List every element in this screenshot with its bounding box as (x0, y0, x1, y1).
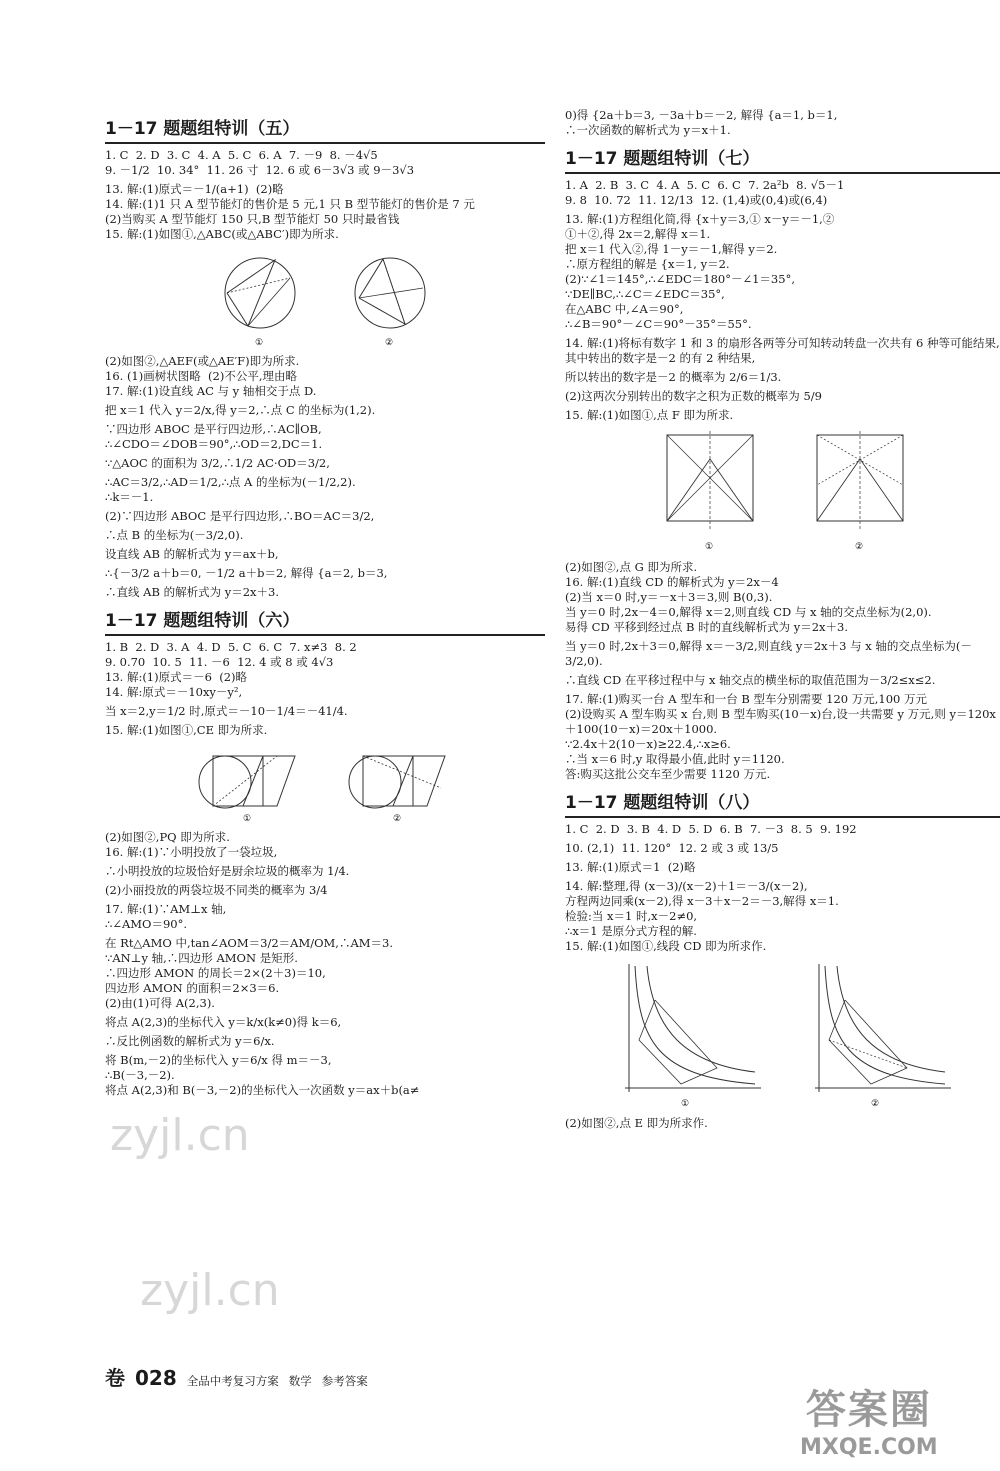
figure-label: ① (255, 338, 264, 348)
right-continuation (565, 108, 1000, 138)
figure-label: ② (871, 1099, 880, 1109)
answer-line: 当 x＝2,y＝1/2 时,原式＝－10－1/4＝－41/4. (105, 704, 348, 718)
footer-prefix: 卷 (105, 1366, 125, 1390)
answer-line: 答:购买这批公交车至少需要 1120 万元. (565, 767, 771, 781)
grid-figure-1 (655, 429, 765, 554)
answer-line: ∴当 x＝6 时,y 取得最小值,此时 y＝1120. (565, 752, 785, 766)
book-title: 全品中考复习方案 (186, 1374, 279, 1388)
answer-line: ∴{－3/2 a＋b＝0, －1/2 a＋b＝2, 解得 {a＝2, b＝3, (105, 566, 388, 580)
answer-line: (2)设购买 A 型车购买 x 台,则 B 型车购买(10－x)台,设一共需要 y 万元,则 y＝120x＋100(10－x)＝20x＋1000. (565, 707, 996, 736)
answer-line: ∴x＝1 是原分式方程的解. (565, 924, 697, 938)
answer-line: ∴点 B 的坐标为(－3/2,0). (105, 528, 244, 542)
answer-line: ∴AC＝3/2,∴AD＝1/2,∴点 A 的坐标为(－1/2,2). (105, 475, 356, 489)
hyperbola-figure-1 (615, 960, 765, 1110)
section-title-6: 1－17 题题组特训（六） (105, 602, 545, 636)
answer-line: ∴B(－3,－2). (105, 1068, 175, 1082)
answer-line: 在 Rt△AMO 中,tan∠AOM＝3/2＝AM/OM,∴AM＝3. (105, 936, 393, 950)
circle-figure-1 (215, 248, 305, 348)
section-title-5: 1－17 题题组特训（五） (105, 110, 545, 144)
answer-line: 将点 A(2,3)的坐标代入 y＝k/x(k≠0)得 k＝6, (105, 1015, 342, 1029)
answer-line: 0)得 {2a＋b＝3, －3a＋b＝－2, 解得 {a＝1, b＝1, (565, 108, 838, 122)
answer-line: 1. C 2. D 3. B 4. D 5. D 6. B 7. －3 8. 5 9. 192 (565, 822, 857, 836)
watermark: zyjl.cn (140, 1265, 280, 1316)
page-footer (105, 1362, 545, 1391)
answer-line: 13. 解:(1)原式＝－6 (2)略 (105, 670, 248, 684)
answer-line: 把 x＝1 代入 y＝2/x,得 y＝2,∴点 C 的坐标为(1,2). (105, 403, 376, 417)
site-logo (800, 1378, 938, 1460)
answer-line: (2)小丽投放的两袋垃圾不同类的概率为 3/4 (105, 883, 328, 897)
answer-label: 参考答案 (321, 1374, 368, 1388)
subject-label: 数学 (288, 1374, 312, 1388)
answer-line: 四边形 AMON 的面积＝2×3＝6. (105, 981, 280, 995)
answer-line: 15. 解:(1)如图①,△ABC(或△ABC′)即为所求. (105, 227, 339, 241)
section-title-8: 1－17 题题组特训（八） (565, 784, 1000, 818)
answer-line: (2)∵∠1＝145°,∴∠EDC＝180°－∠1＝35°, (565, 272, 795, 286)
answer-line: 17. 解:(1)设直线 AC 与 y 轴相交于点 D. (105, 384, 317, 398)
figure-label: ② (855, 542, 864, 552)
figure-label: ② (385, 338, 394, 348)
answer-line: (2)如图②,PQ 即为所求. (105, 830, 230, 844)
figure-squares (565, 429, 1000, 554)
answer-line: 易得 CD 平移到经过点 B 时的直线解析式为 y＝2x＋3. (565, 620, 849, 634)
answer-line: 当 y＝0 时,2x－4＝0,解得 x＝2,则直线 CD 与 x 轴的交点坐标为(2,0). (565, 605, 932, 619)
answer-line: (2)∵四边形 ABOC 是平行四边形,∴BO＝AC＝3/2, (105, 509, 375, 523)
logo-url: MXQE.COM (800, 1435, 938, 1460)
answer-line: 1. A 2. B 3. C 4. A 5. C 6. C 7. 2a²b 8. √5－1 (565, 178, 845, 192)
answer-line: ∴直线 CD 在平移过程中与 x 轴交点的横坐标的取值范围为－3/2≤x≤2. (565, 673, 936, 687)
section-title-7: 1－17 题题组特训（七） (565, 140, 1000, 174)
answer-line: (2)当 x＝0 时,y＝－x＋3＝3,则 B(0,3). (565, 590, 773, 604)
answer-line: 16. (1)画树状图略 (2)不公平,理由略 (105, 369, 297, 383)
answer-line: (2)如图②,点 G 即为所求. (565, 560, 698, 574)
answer-line: 方程两边同乘(x－2),得 x－3＋x－2＝－3,解得 x＝1. (565, 894, 839, 908)
watermark: zyjl.cn (110, 1110, 250, 1161)
grid-figure-2 (805, 429, 915, 554)
hyperbola-figure-2 (805, 960, 955, 1110)
answer-line: 在△ABC 中,∠A＝90°, (565, 302, 684, 316)
figure-label: ① (681, 1099, 690, 1109)
answer-line: ∴∠B＝90°－∠C＝90°－35°＝55°. (565, 317, 752, 331)
answer-line: 9. 0.70 10. 5 11. －6 12. 4 或 8 或 4√3 (105, 655, 334, 669)
answer-line: (2)这两次分别转出的数字之积为正数的概率为 5/9 (565, 389, 822, 403)
right-column (565, 138, 1000, 1131)
answer-line: 14. 解:(1)将标有数字 1 和 3 的扇形各两等分可知转动转盘一次共有 6 种等可能结果,其中转出的数字是－2 的有 2 种结果, (565, 336, 1000, 365)
answer-line: 当 y＝0 时,2x＋3＝0,解得 x＝－3/2,则直线 y＝2x＋3 与 x 轴的交点坐标为(－3/2,0). (565, 639, 972, 668)
answer-line: 9. －1/2 10. 34° 11. 26 寸 12. 6 或 6－3√3 或 9－3√3 (105, 163, 415, 177)
square-figure-2 (345, 744, 455, 824)
answer-line: 15. 解:(1)如图①,点 F 即为所求. (565, 408, 734, 422)
answer-line: ∵DE∥BC,∴∠C＝∠EDC＝35°, (565, 287, 725, 301)
answer-line: ∵四边形 ABOC 是平行四边形,∴AC∥OB, (105, 422, 322, 436)
answer-line: 1. C 2. D 3. C 4. A 5. C 6. A 7. －9 8. －4√5 (105, 148, 378, 162)
page-number: 028 (135, 1366, 177, 1390)
logo-text: 答案圈 (805, 1387, 932, 1433)
answer-line: ∴原方程组的解是 {x＝1, y＝2. (565, 257, 730, 271)
answer-line: 13. 解:(1)原式＝1 (2)略 (565, 860, 696, 874)
figure-square-circle (105, 744, 545, 824)
answer-line: 所以转出的数字是－2 的概率为 2/6＝1/3. (565, 370, 782, 384)
answer-line: 把 x＝1 代入②,得 1－y＝－1,解得 y＝2. (565, 242, 778, 256)
answer-line: 15. 解:(1)如图①,线段 CD 即为所求作. (565, 939, 767, 953)
answer-line: 将点 A(2,3)和 B(－3,－2)的坐标代入一次函数 y＝ax＋b(a≠ (105, 1083, 420, 1097)
answer-line: 14. 解:(1)1 只 A 型节能灯的售价是 5 元,1 只 B 型节能灯的售价是 7 元 (105, 197, 475, 211)
answer-line: (2)如图②,△AEF(或△AE′F)即为所求. (105, 354, 300, 368)
figure-label: ① (243, 814, 252, 824)
answer-line: ∵△AOC 的面积为 3/2,∴1/2 AC·OD＝3/2, (105, 456, 330, 470)
answer-line: ∴小明投放的垃圾恰好是厨余垃圾的概率为 1/4. (105, 864, 350, 878)
answer-line: (2)当购买 A 型节能灯 150 只,B 型节能灯 50 只时最省钱 (105, 212, 400, 226)
answer-line: ∴直线 AB 的解析式为 y＝2x＋3. (105, 585, 279, 599)
answer-line: 10. (2,1) 11. 120° 12. 2 或 3 或 13/5 (565, 841, 779, 855)
answer-line: ∴k＝－1. (105, 490, 154, 504)
answer-line: 将 B(m,－2)的坐标代入 y＝6/x 得 m＝－3, (105, 1053, 332, 1067)
answer-line: 1. B 2. D 3. A 4. D 5. C 6. C 7. x≠3 8. 2 (105, 640, 357, 654)
square-figure-1 (195, 744, 305, 824)
left-column (105, 108, 545, 1098)
figure-label: ① (705, 542, 714, 552)
answer-line: 13. 解:(1)方程组化简,得 {x＋y＝3,① x－y＝－1,② (565, 212, 835, 226)
answer-line: (2)由(1)可得 A(2,3). (105, 996, 215, 1010)
answer-line: 9. 8 10. 72 11. 12/13 12. (1,4)或(0,4)或(6,4) (565, 193, 828, 207)
answer-line: 13. 解:(1)原式＝－1/(a+1) (2)略 (105, 182, 284, 196)
answer-line: ①＋②,得 2x＝2,解得 x＝1. (565, 227, 711, 241)
answer-line: ∴反比例函数的解析式为 y＝6/x. (105, 1034, 275, 1048)
figure-circles (105, 248, 545, 348)
answer-line: 设直线 AB 的解析式为 y＝ax＋b, (105, 547, 279, 561)
circle-figure-2 (345, 248, 435, 348)
answer-line: ∵AN⊥y 轴,∴四边形 AMON 是矩形. (105, 951, 298, 965)
answer-line: ∴∠AMO＝90°. (105, 917, 187, 931)
figure-hyperbola (565, 960, 1000, 1110)
answer-line: ∴一次函数的解析式为 y＝x＋1. (565, 123, 731, 137)
answer-line: ∴四边形 AMON 的周长＝2×(2＋3)＝10, (105, 966, 326, 980)
answer-line: (2)如图②,点 E 即为所求作. (565, 1116, 708, 1130)
answer-line: 15. 解:(1)如图①,CE 即为所求. (105, 723, 268, 737)
answer-line: ∵2.4x＋2(10－x)≥22.4,∴x≥6. (565, 737, 731, 751)
answer-line: 17. 解:(1)∵AM⊥x 轴, (105, 902, 227, 916)
answer-line: ∴∠CDO＝∠DOB＝90°,∴OD＝2,DC＝1. (105, 437, 323, 451)
answer-line: 检验:当 x＝1 时,x－2≠0, (565, 909, 698, 923)
answer-line: 14. 解:原式＝－10xy－y², (105, 685, 243, 699)
answer-line: 16. 解:(1)直线 CD 的解析式为 y＝2x－4 (565, 575, 779, 589)
answer-line: 16. 解:(1)∵小明投放了一袋垃圾, (105, 845, 278, 859)
figure-label: ② (393, 814, 402, 824)
answer-line: 17. 解:(1)购买一台 A 型车和一台 B 型车分别需要 120 万元,100 万元 (565, 692, 928, 706)
answer-line: 14. 解:整理,得 (x－3)/(x－2)＋1＝－3/(x－2), (565, 879, 808, 893)
